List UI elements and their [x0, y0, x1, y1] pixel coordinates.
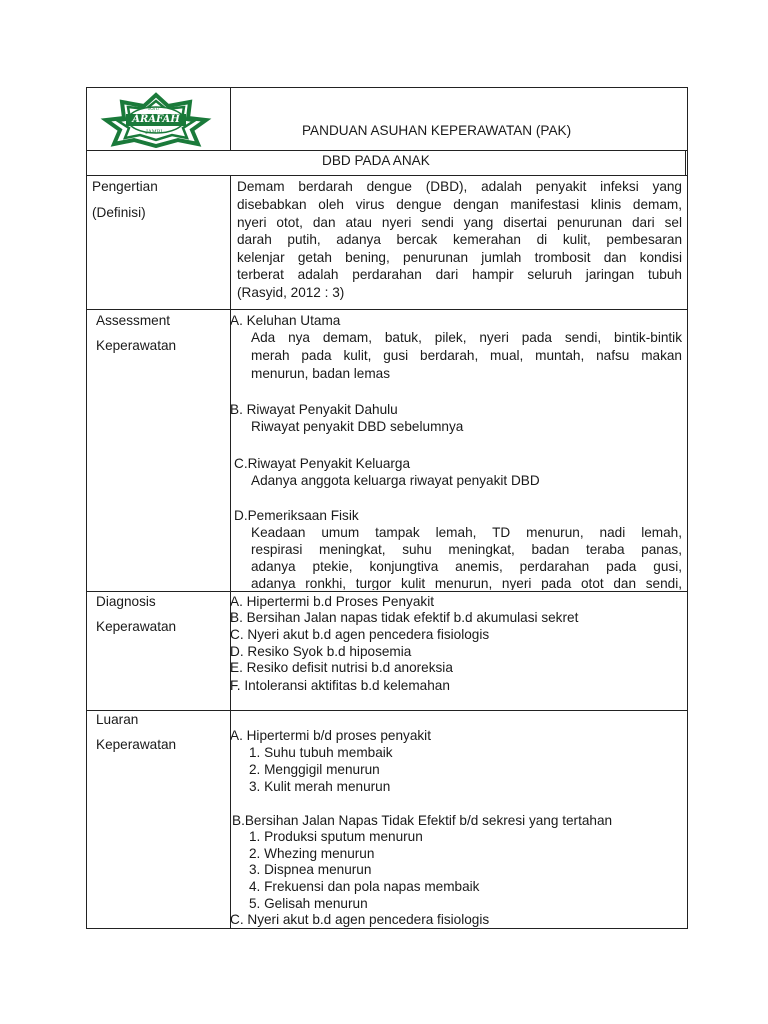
assessment-d-heading: D.Pemeriksaan Fisik	[234, 508, 359, 523]
table-row-line	[86, 309, 688, 310]
assessment-a-line: merah pada kulit, gusi berdarah, mual, muntah, nafsu makan	[251, 348, 682, 363]
diagnosis-item: D. Resiko Syok b.d hiposemia	[230, 644, 412, 659]
table-border-top	[86, 87, 688, 88]
table-border-right	[687, 87, 688, 929]
table-divider-header	[230, 87, 231, 150]
assessment-a-line: menurun, badan lemas	[251, 366, 391, 381]
assessment-a-heading: A. Keluhan Utama	[230, 313, 341, 328]
table-row-line	[86, 175, 688, 176]
luaran-keperawatan-label: Keperawatan	[96, 737, 177, 752]
page-title: PANDUAN ASUHAN KEPERAWATAN (PAK)	[302, 123, 572, 138]
logo-text-top: RSU	[148, 106, 160, 112]
assessment-b-heading: B. Riwayat Penyakit Dahulu	[230, 402, 398, 417]
luaran-a-item: 3. Kulit merah menurun	[249, 779, 391, 794]
table-divider-subtitle-right	[685, 150, 686, 175]
assessment-a-line: Ada nya demam, batuk, pilek, nyeri pada sendi, bintik-bintik	[251, 330, 682, 345]
luaran-b-item: 4. Frekuensi dan pola napas membaik	[249, 879, 480, 894]
logo-text-main: ARAFAH	[132, 114, 180, 125]
pengertian-line: terberat adalah perdarahan dari hampir seluruh jaringan tubuh	[237, 267, 682, 282]
hospital-logo	[94, 92, 218, 148]
luaran-b-item: 3. Dispnea menurun	[249, 862, 372, 877]
assessment-label: Assessment	[96, 313, 171, 328]
luaran-b-item: 2. Whezing menurun	[249, 846, 375, 861]
pengertian-line: Demam berdarah dengue (DBD), adalah penyakit infeksi yang	[237, 179, 682, 194]
page-subtitle: DBD PADA ANAK	[322, 153, 430, 168]
pengertian-line: nyeri otot, dan atau nyeri sendi yang disertai penurunan dari sel	[237, 215, 682, 230]
assessment-d-line: respirasi meningkat, suhu meningkat, badan teraba panas,	[251, 542, 682, 557]
logo-text-bottom: JAMBI	[146, 129, 163, 135]
diagnosis-label: Diagnosis	[96, 594, 156, 609]
assessment-d-line: adanya ronkhi, turgor kulit menurun, nyeri pada otot dan sendi,	[251, 576, 682, 590]
diagnosis-item: E. Resiko defisit nutrisi b.d anoreksia	[230, 660, 453, 675]
table-border-bottom	[86, 928, 688, 929]
table-row-line	[86, 591, 688, 592]
luaran-a-heading: A. Hipertermi b/d proses penyakit	[230, 728, 431, 743]
pengertian-line: darah putih, adanya bercak kemerahan di kulit, pembesaran	[237, 232, 682, 247]
luaran-b-item: 1. Produksi sputum menurun	[249, 829, 423, 844]
luaran-c-heading: C. Nyeri akut b.d agen pencedera fisiologis	[230, 912, 490, 927]
luaran-a-item: 1. Suhu tubuh membaik	[249, 745, 393, 760]
luaran-a-item: 2. Menggigil menurun	[249, 762, 380, 777]
assessment-d-line: Keadaan umum tampak lemah, TD menurun, nadi lemah,	[251, 525, 682, 540]
keperawatan-label: Keperawatan	[96, 338, 177, 353]
table-border-left	[86, 87, 87, 929]
table-row-line	[86, 150, 688, 151]
table-row-line	[86, 710, 688, 711]
assessment-d-line: adanya ptekie, konjungtiva anemis, perdarahan pada gusi,	[251, 559, 682, 574]
luaran-label: Luaran	[96, 712, 139, 727]
diagnosis-item: F. Intoleransi aktifitas b.d kelemahan	[230, 678, 450, 693]
diagnosis-item: C. Nyeri akut b.d agen pencedera fisiologis	[230, 627, 490, 642]
luaran-b-item: 5. Gelisah menurun	[249, 896, 368, 911]
assessment-c-text: Adanya anggota keluarga riwayat penyakit DBD	[251, 473, 540, 488]
assessment-b-text: Riwayat penyakit DBD sebelumnya	[251, 419, 464, 434]
diagnosis-item: A. Hipertermi b.d Proses Penyakit	[230, 594, 434, 609]
pengertian-line: (Rasyid, 2012 : 3)	[237, 285, 345, 300]
table-divider-column	[230, 175, 231, 929]
pengertian-label: Pengertian	[92, 179, 158, 194]
assessment-c-heading: C.Riwayat Penyakit Keluarga	[234, 456, 411, 471]
diagnosis-item: B. Bersihan Jalan napas tidak efektif b.d akumulasi sekret	[230, 610, 579, 625]
pengertian-line: kelenjar getah bening, penurunan jumlah trombosit dan kondisi	[237, 250, 682, 265]
pengertian-line: disebabkan oleh virus dengue dengan manifestasi klinis demam,	[237, 197, 682, 212]
luaran-b-heading: B.Bersihan Jalan Napas Tidak Efektif b/d sekresi yang tertahan	[232, 813, 613, 828]
diagnosis-keperawatan-label: Keperawatan	[96, 619, 177, 634]
definisi-label: (Definisi)	[92, 205, 146, 220]
